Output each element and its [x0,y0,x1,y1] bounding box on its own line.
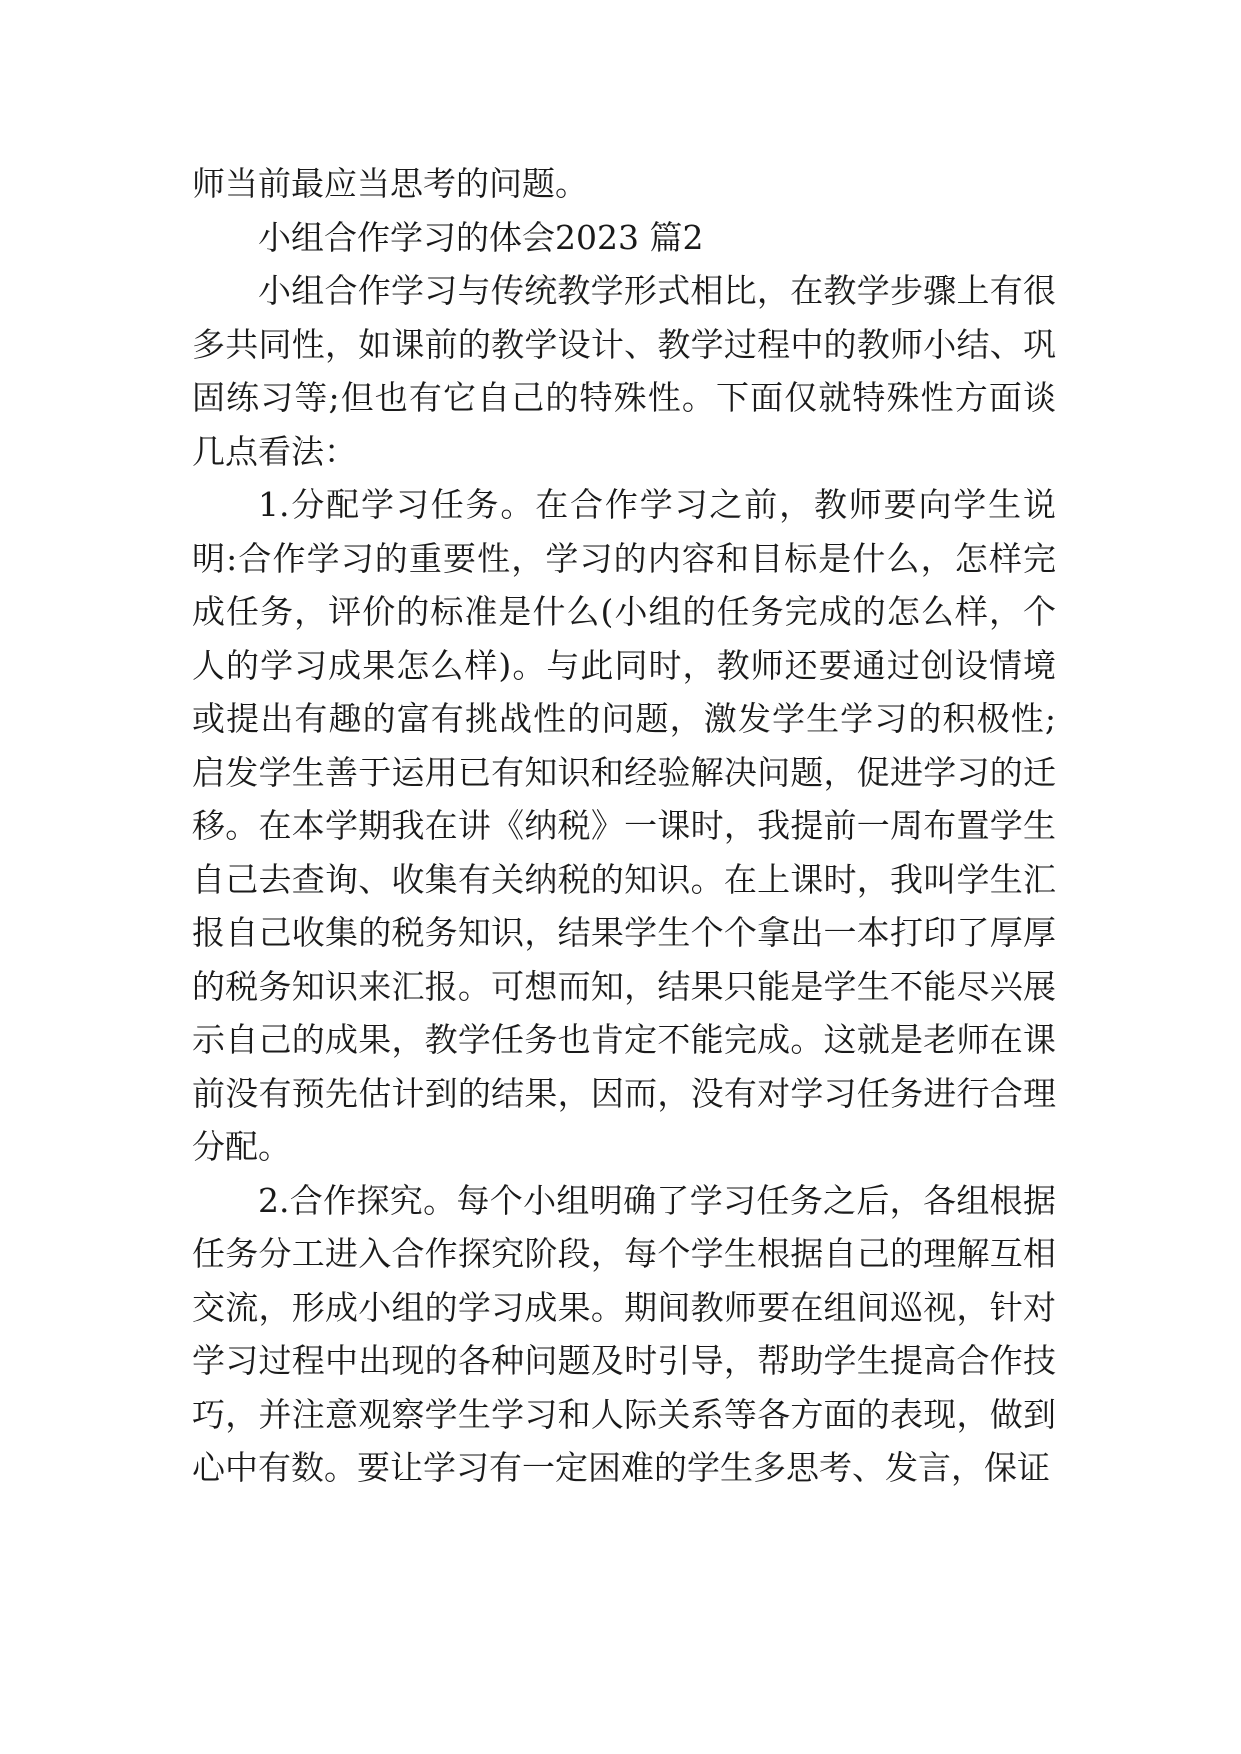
paragraph-continuation: 师当前最应当思考的问题。 [192,164,588,203]
paragraph-intro: 小组合作学习与传统教学形式相比，在教学步骤上有很多共同性，如课前的教学设计、教学过程中的教师小结、巩固练习等;但也有它自己的特殊性。下面仅就特殊性方面谈几点看法： [192,271,1056,471]
paragraph-point-1: 1.分配学习任务。在合作学习之前，教师要向学生说明:合作学习的重要性，学习的内容和目标是什么，怎样完成任务，评价的标准是什么(小组的任务完成的怎么样，个人的学习成果怎么样)。与此同时，教师还要通过创设情境或提出有趣的富有挑战性的问题，激发学生学习的积极性;启发学生善于运用已有知识和经验解决问题，促进学习的迁移。在本学期我在讲《纳税》一课时，我提前一周布置学生自己去查询、收集有关纳税的知识。在上课时，我叫学生汇报自己收集的税务知识，结果学生个个拿出一本打印了厚厚的税务知识来汇报。可想而知，结果只能是学生不能尽兴展示自己的成果，教学任务也肯定不能完成。这就是老师在课前没有预先估计到的结果，因而，没有对学习任务进行合理分配。 [192,485,1056,1166]
paragraph-point-2: 2.合作探究。每个小组明确了学习任务之后，各组根据任务分工进入合作探究阶段，每个学生根据自己的理解互相交流，形成小组的学习成果。期间教师要在组间巡视，针对学习过程中出现的各种问题及时引导，帮助学生提高合作技巧，并注意观察学生学习和人际关系等各方面的表现，做到心中有数。要让学习有一定困难的学生多思考、发言，保证 [192,1180,1056,1487]
document-body [192,157,1056,1495]
section-heading: 小组合作学习的体会2023 篇2 [258,217,704,257]
